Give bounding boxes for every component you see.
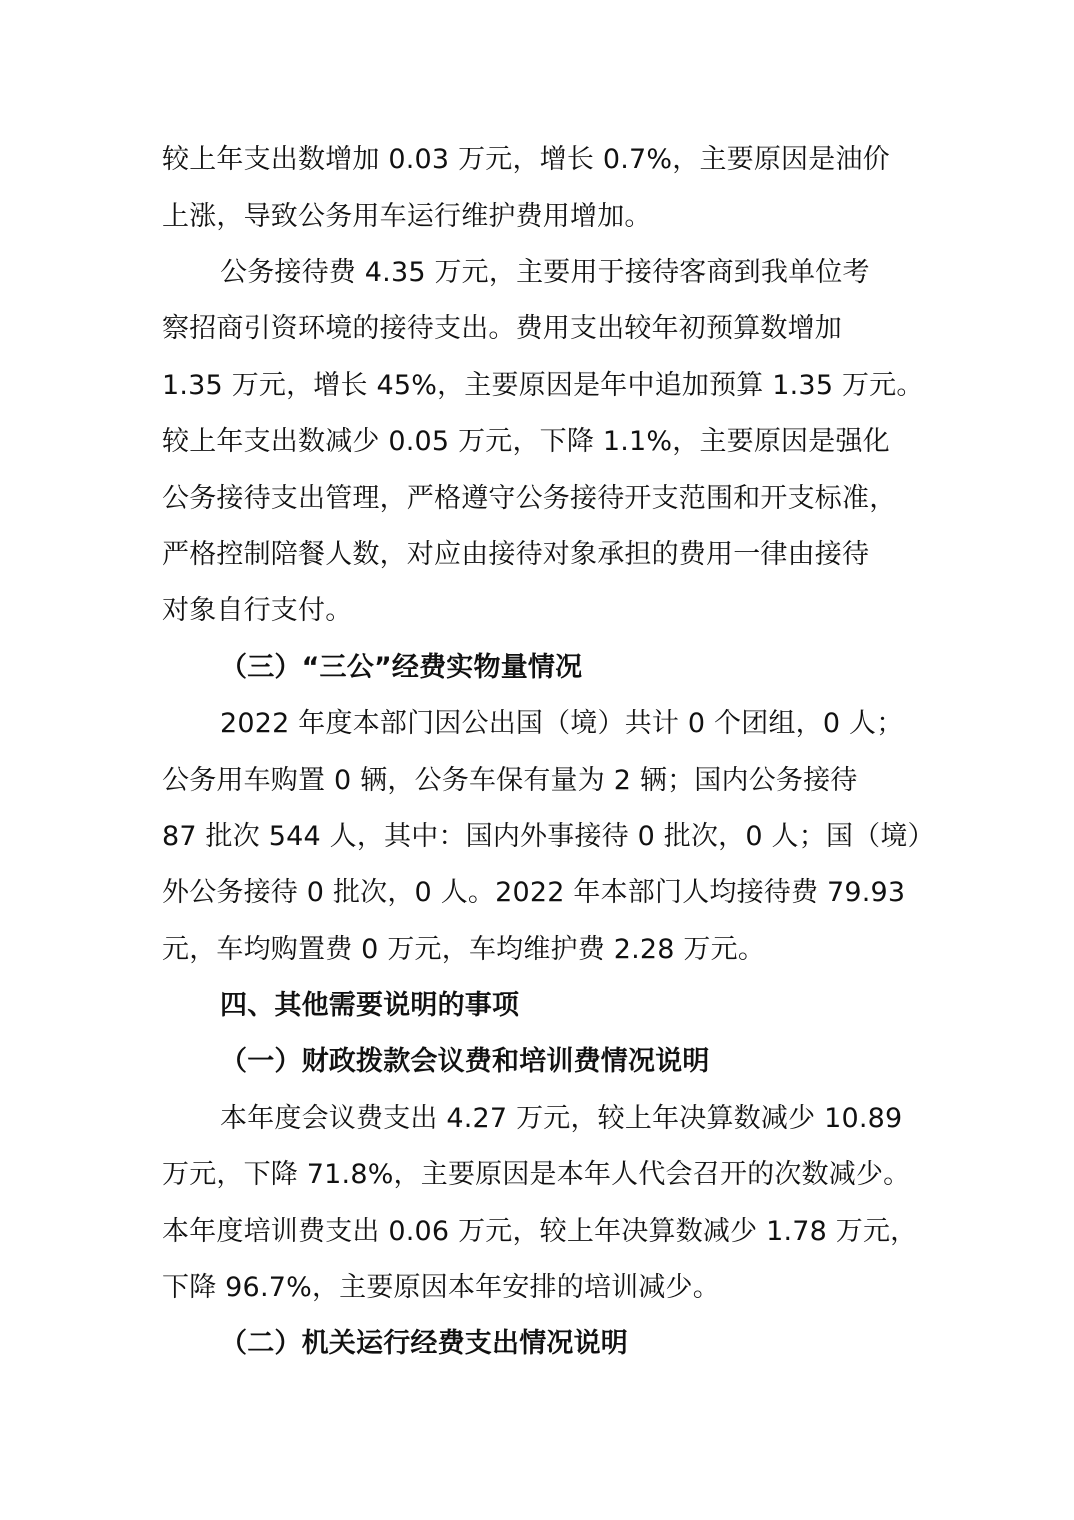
section-heading: （二）机关运行经费支出情况说明 xyxy=(220,1328,628,1359)
section-heading: （一）财政拨款会议费和培训费情况说明 xyxy=(220,1046,710,1077)
body-text-line: 严格控制陪餐人数，对应由接待对象承担的费用一律由接待 xyxy=(162,539,870,570)
section-heading: （三）“三公”经费实物量情况 xyxy=(220,652,583,683)
body-text-line: 元，车均购置费 0 万元，车均维护费 2.28 万元。 xyxy=(162,934,766,965)
chapter-heading: 四、其他需要说明的事项 xyxy=(220,990,520,1021)
paragraph-first-line: 2022 年度本部门因公出国（境）共计 0 个团组，0 人； xyxy=(220,708,904,739)
body-text-line: 对象自行支付。 xyxy=(162,595,353,626)
body-text-line: 较上年支出数减少 0.05 万元，下降 1.1%，主要原因是强化 xyxy=(162,426,890,457)
body-text-line: 外公务接待 0 批次，0 人。2022 年本部门人均接待费 79.93 xyxy=(162,877,906,908)
body-text-line: 万元，下降 71.8%，主要原因是本年人代会召开的次数减少。 xyxy=(162,1159,911,1190)
body-text-line: 87 批次 544 人，其中：国内外事接待 0 批次，0 人；国（境） xyxy=(162,821,935,852)
body-text-line: 下降 96.7%，主要原因本年安排的培训减少。 xyxy=(162,1272,720,1303)
body-text-line: 上涨，导致公务用车运行维护费用增加。 xyxy=(162,201,652,232)
body-text-line: 1.35 万元，增长 45%，主要原因是年中追加预算 1.35 万元。 xyxy=(162,370,924,401)
paragraph-first-line: 本年度会议费支出 4.27 万元，较上年决算数减少 10.89 xyxy=(220,1103,903,1134)
body-text-line: 较上年支出数增加 0.03 万元，增长 0.7%，主要原因是油价 xyxy=(162,144,890,175)
body-text-line: 公务用车购置 0 辆，公务车保有量为 2 辆；国内公务接待 xyxy=(162,765,858,796)
body-text-line: 察招商引资环境的接待支出。费用支出较年初预算数增加 xyxy=(162,313,842,344)
body-text-line: 公务接待支出管理，严格遵守公务接待开支范围和开支标准， xyxy=(162,483,897,514)
paragraph-first-line: 公务接待费 4.35 万元，主要用于接待客商到我单位考 xyxy=(220,257,870,288)
body-text-line: 本年度培训费支出 0.06 万元，较上年决算数减少 1.78 万元， xyxy=(162,1216,918,1247)
